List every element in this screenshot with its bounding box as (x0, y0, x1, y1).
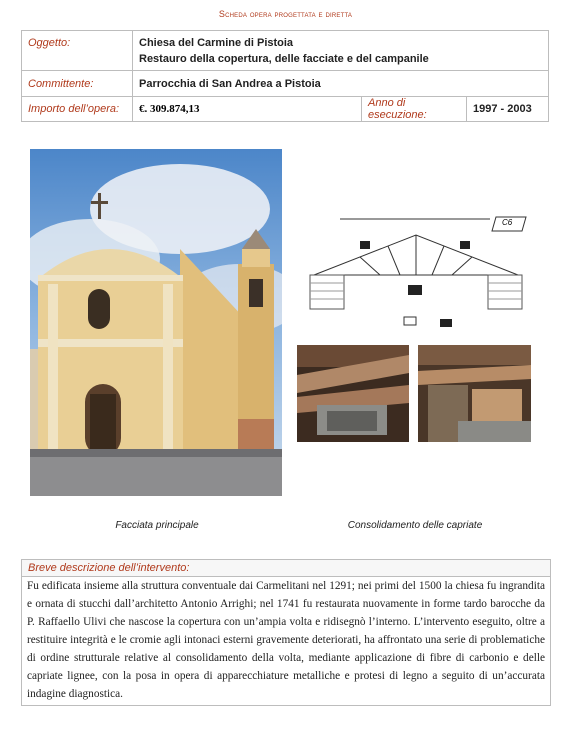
facade-photo (30, 149, 282, 496)
truss-photo-right (418, 345, 531, 442)
anno-value: 1997 - 2003 (467, 97, 549, 122)
description-box (21, 559, 551, 706)
row-committente (22, 71, 549, 97)
oggetto-subtitle: Restauro della copertura, delle facciate e del campanile (139, 52, 429, 65)
page-header (0, 9, 571, 19)
info-table (21, 30, 549, 122)
row-importo (22, 97, 549, 122)
drawing-tag: C6 (502, 218, 513, 227)
description-text: Fu edificata insieme alla struttura conventuale dai Carmelitani nel 1291; nei primi del 1500 la chiesa fu ingrandita e ornata di stucchi dall’architetto Antonio Arrighi; nel 1741 fu restaurata nuovamente in forme tardo barocche da P. Raffaello Ulivi che nascose la copertura con un’ampia volta e ridisegnò l’interno. L’intervento eseguito, oltre a restituire integrità e le cromie agli intonaci esterni gravemente deteriorati, ha affrontato una serie di problematiche di ordine strutturale relative al consolidamento della volta, mediante applicazione di fibre di carbonio e delle capriate lignee, con la posa in opera di apparecchiature metalliche e protesi di legno a seguito di un’accurata indagine diagnostica. (27, 580, 545, 700)
committente-label: Committente: (22, 71, 133, 97)
oggetto-title: Chiesa del Carmine di Pistoia (139, 36, 294, 49)
caption-right: Consolidamento delle capriate (347, 520, 483, 531)
header-title: Scheda opera progettata e diretta (218, 9, 353, 19)
importo-label: Importo dell’opera: (22, 97, 133, 122)
row-oggetto (22, 31, 549, 71)
oggetto-value (133, 31, 549, 71)
description-heading: Breve descrizione dell’intervento: (22, 560, 550, 577)
truss-drawing (300, 213, 532, 333)
importo-value: €. 309.874,13 (133, 97, 362, 122)
truss-photo-left (297, 345, 409, 442)
caption-left: Facciata principale (115, 520, 199, 531)
committente-value: Parrocchia di San Andrea a Pistoia (133, 71, 549, 97)
oggetto-label: Oggetto: (22, 31, 133, 71)
anno-label: Anno di esecuzione: (362, 97, 467, 122)
